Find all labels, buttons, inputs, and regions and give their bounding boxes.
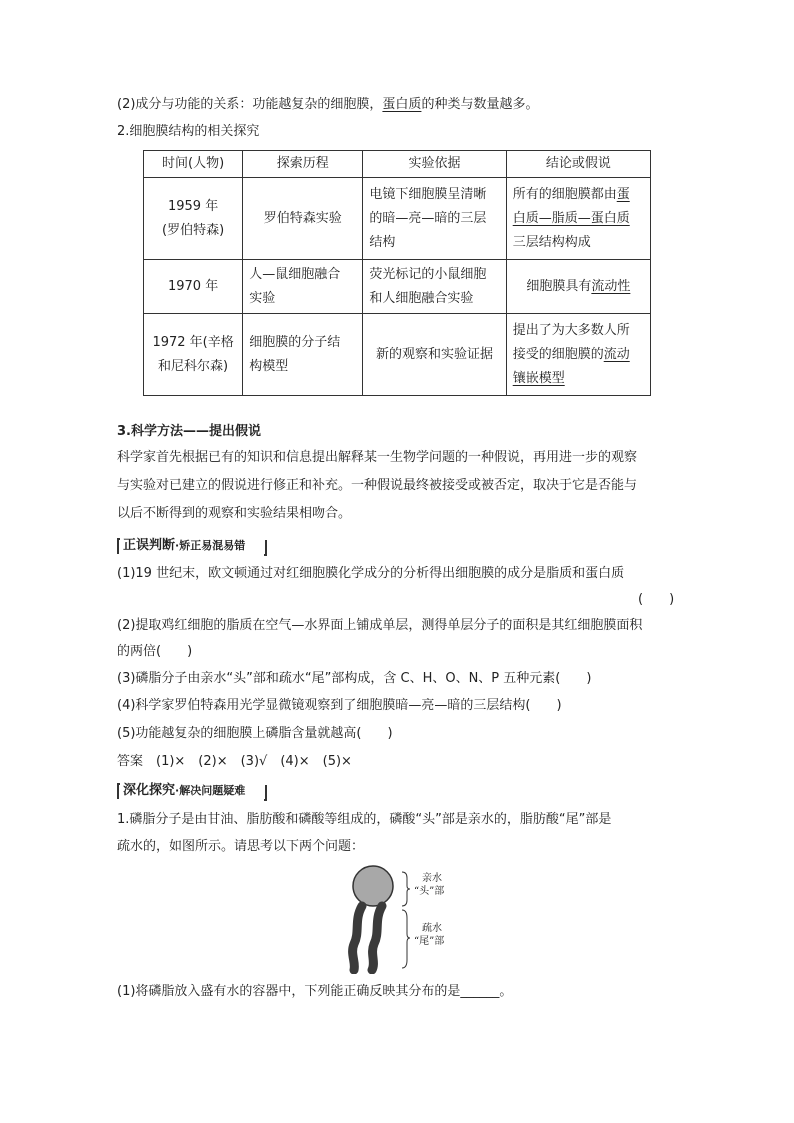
history-line: 人—鼠细胞融合 xyxy=(249,266,341,282)
judgment-item: (3)磷脂分子由亲水“头”部和疏水“尾”部构成，含 C、H、O、N、P 五种元素( ) xyxy=(117,671,592,686)
tail-label-line: 疏水 xyxy=(422,923,442,934)
conclusion-text: 三层结构构成 xyxy=(512,234,591,250)
conclusion-text: 细胞膜具有 xyxy=(526,278,592,294)
line1-prefix: (2)成分与功能的关系：功能越复杂的细胞膜， xyxy=(117,97,383,112)
time-line: 1970 年 xyxy=(167,278,219,294)
banner-sub: ·解决问题疑难 xyxy=(175,784,246,797)
cell-evidence xyxy=(363,178,506,260)
section3-line: 与实验对已建立的假说进行修正和补充。一种假说最终被接受或被否定，取决于它是否能与 xyxy=(117,478,638,493)
section3-line: 科学家首先根据已有的知识和信息提出解释某一生物学问题的一种假说，再用进一步的观察 xyxy=(117,450,638,465)
hydrophobic-tail-icon xyxy=(372,906,382,970)
bracket-right-icon xyxy=(264,785,267,801)
header-conclusion: 结论或假说 xyxy=(506,151,650,178)
cell-conclusion xyxy=(506,178,650,260)
conclusion-underlined: 流动性 xyxy=(591,278,631,294)
judgment-item: (4)科学家罗伯特森用光学显微镜观察到了细胞膜暗—亮—暗的三层结构( ) xyxy=(117,698,562,713)
cell-time xyxy=(144,178,243,260)
question-1: (1)将磷脂放入盛有水的容器中，下列能正确反映其分布的是______。 xyxy=(117,984,513,999)
history-line: 实验 xyxy=(249,290,276,306)
line1-suffix: 的种类与数量越多。 xyxy=(421,97,539,112)
evidence-line: 的暗—亮—暗的三层 xyxy=(369,210,487,226)
tail-label xyxy=(414,922,444,948)
banner-main: 正误判断 xyxy=(123,538,176,553)
cell-evidence xyxy=(363,260,506,314)
table-row xyxy=(144,314,651,396)
head-brace-icon xyxy=(402,872,410,906)
membrane-research-table xyxy=(143,150,651,396)
explore-line: 疏水的，如图所示。请思考以下两个问题： xyxy=(117,839,365,854)
cell-conclusion xyxy=(506,314,650,396)
bracket-left-icon xyxy=(117,538,120,554)
evidence-line: 和人细胞融合实验 xyxy=(369,290,474,306)
hydrophilic-head-icon xyxy=(353,866,393,906)
banner-true-false xyxy=(117,536,267,556)
header-history: 探索历程 xyxy=(243,151,363,178)
evidence-line: 结构 xyxy=(369,234,396,250)
header-evidence: 实验依据 xyxy=(363,151,506,178)
table-row xyxy=(144,260,651,314)
history-line: 罗伯特森实验 xyxy=(263,210,342,226)
tail-label-line: “尾”部 xyxy=(414,936,445,947)
composition-function-line xyxy=(117,95,538,115)
table-row xyxy=(144,178,651,260)
cell-conclusion xyxy=(506,260,650,314)
head-label-line: “头”部 xyxy=(414,886,445,897)
line1-underlined: 蛋白质 xyxy=(382,97,422,112)
cell-time xyxy=(144,314,243,396)
head-label xyxy=(414,872,444,898)
judgment-item: 的两倍( ) xyxy=(117,644,193,659)
bracket-left-icon xyxy=(117,783,120,799)
banner-sub: ·矫正易混易错 xyxy=(175,539,246,552)
time-line: 1959 年 xyxy=(167,198,219,214)
table-header-row xyxy=(144,151,651,178)
section3-line: 以后不断得到的观察和实验结果相吻合。 xyxy=(117,506,352,521)
conclusion-text: 提出了为大多数人所 xyxy=(512,322,630,338)
head-label-line: 亲水 xyxy=(422,873,442,884)
evidence-line: 荧光标记的小鼠细胞 xyxy=(369,266,487,282)
conclusion-underlined: 镶嵌模型 xyxy=(512,370,565,386)
tail-brace-icon xyxy=(402,910,410,968)
bracket-right-icon xyxy=(264,540,267,556)
time-line: (罗伯特森) xyxy=(162,222,225,238)
answer-line: 答案 (1)× (2)× (3)√ (4)× (5)× xyxy=(117,754,352,769)
evidence-line: 电镜下细胞膜呈清晰 xyxy=(369,186,487,202)
section2-title: 2.细胞膜结构的相关探究 xyxy=(117,124,260,139)
cell-history xyxy=(243,314,363,396)
cell-evidence xyxy=(363,314,506,396)
judgment-item: (5)功能越复杂的细胞膜上磷脂含量就越高( ) xyxy=(117,726,393,741)
hydrophobic-tail-icon xyxy=(353,906,362,970)
judgment-item: (2)提取鸡红细胞的脂质在空气—水界面上铺成单层，测得单层分子的面积是其红细胞膜面积 xyxy=(117,618,643,633)
cell-history xyxy=(243,260,363,314)
conclusion-text: 接受的细胞膜的 xyxy=(512,346,604,362)
header-time: 时间(人物) xyxy=(144,151,243,178)
banner-deep-explore xyxy=(117,781,267,801)
conclusion-text: 所有的细胞膜都由 xyxy=(512,186,617,202)
history-line: 构模型 xyxy=(249,358,289,374)
time-line: 和尼科尔森) xyxy=(158,358,229,374)
history-line: 细胞膜的分子结 xyxy=(249,334,341,350)
judgment-answer-blank: ( ) xyxy=(638,592,675,607)
conclusion-underlined: 流动 xyxy=(603,346,630,362)
cell-history xyxy=(243,178,363,260)
conclusion-underlined: 白质—脂质—蛋白质 xyxy=(512,210,630,226)
explore-line: 1.磷脂分子是由甘油、脂肪酸和磷酸等组成的，磷酸“头”部是亲水的，脂肪酸“尾”部是 xyxy=(117,812,612,827)
conclusion-underlined: 蛋 xyxy=(616,186,630,202)
time-line: 1972 年(辛格 xyxy=(152,334,234,350)
banner-main: 深化探究 xyxy=(123,783,176,798)
section3-title: 3.科学方法——提出假说 xyxy=(117,424,261,439)
cell-time xyxy=(144,260,243,314)
judgment-item: (1)19 世纪末，欧文顿通过对红细胞膜化学成分的分析得出细胞膜的成分是脂质和蛋白质 xyxy=(117,566,625,581)
evidence-line: 新的观察和实验证据 xyxy=(376,346,494,362)
